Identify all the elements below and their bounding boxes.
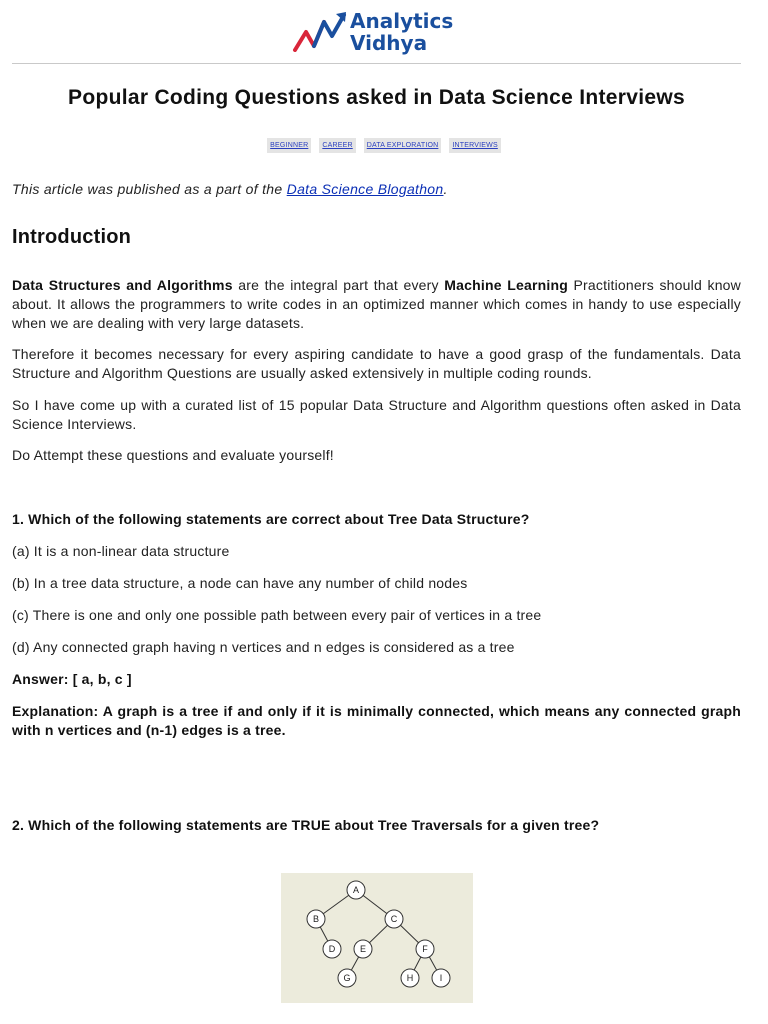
q1-answer: Answer: [ a, b, c ]: [12, 671, 132, 687]
tree-label-b: B: [312, 914, 320, 924]
analytics-vidhya-logo-icon: [292, 12, 348, 52]
q1-option-a: (a) It is a non-linear data structure: [12, 543, 230, 559]
tree-label-d: D: [328, 944, 336, 954]
q1-explanation: Explanation: A graph is a tree if and only if it is minimally connected, which means any connected graph with n vertices and (n-1) edges is a tree.: [12, 703, 741, 738]
tag-data-exploration[interactable]: DATA EXPLORATION: [364, 138, 442, 153]
header-divider: [12, 63, 741, 64]
tree-label-c: C: [390, 914, 398, 924]
blogathon-note-prefix: This article was published as a part of the: [12, 181, 287, 197]
q1-option-c: (c) There is one and only one possible path between every pair of vertices in a tree: [12, 607, 542, 623]
bold-dsa: Data Structures and Algorithms: [12, 277, 233, 293]
intro-paragraph-4: Do Attempt these questions and evaluate yourself!: [12, 447, 334, 463]
introduction-heading: Introduction: [12, 226, 132, 248]
blogathon-link[interactable]: Data Science Blogathon: [286, 181, 444, 197]
para1-text-2: Practitioners should know about. It allows the programmers to write codes in an optimized manner which comes in handy to use especially when we are dealing with very large datasets.: [12, 277, 741, 331]
question-1: 1. Which of the following statements are correct about Tree Data Structure?: [12, 511, 530, 527]
tag-interviews[interactable]: INTERVIEWS: [449, 138, 500, 153]
tree-label-h: H: [406, 973, 414, 983]
q1-option-d: (d) Any connected graph having n vertices and n edges is considered as a tree: [12, 639, 515, 655]
tree-label-g: G: [343, 973, 351, 983]
q1-option-b: (b) In a tree data structure, a node can have any number of child nodes: [12, 575, 468, 591]
intro-paragraph-3: So I have come up with a curated list of 15 popular Data Structure and Algorithm questions often asked in Data Science Interviews.: [12, 397, 741, 432]
tree-label-f: F: [422, 944, 428, 954]
question-2: 2. Which of the following statements are TRUE about Tree Traversals for a given tree?: [12, 817, 600, 833]
tree-label-e: E: [359, 944, 367, 954]
intro-paragraph-1: [12, 276, 741, 333]
blogathon-note: [12, 181, 448, 197]
para1-text-1: are the integral part that every: [232, 277, 445, 293]
tag-career[interactable]: CAREER: [319, 138, 355, 153]
tree-diagram: [281, 873, 473, 1003]
site-logo[interactable]: [292, 10, 467, 56]
intro-paragraph-2: Therefore it becomes necessary for every aspiring candidate to have a good grasp of the fundamentals. Data Structure and Algorithm Questions are usually asked extensively in multiple coding rounds.: [12, 346, 741, 381]
blogathon-note-suffix: .: [443, 181, 448, 197]
bold-machine-learning: Machine Learning: [444, 277, 568, 293]
logo-text-line2: Vidhya: [350, 31, 428, 55]
logo-text-line1: Analytics: [350, 9, 454, 33]
tag-list: [0, 138, 768, 153]
tag-beginner[interactable]: BEGINNER: [267, 138, 311, 153]
tree-diagram-figure: [281, 873, 473, 1003]
tree-label-i: I: [439, 973, 443, 983]
tree-label-a: A: [352, 885, 360, 895]
article-title: Popular Coding Questions asked in Data Science Interviews: [68, 86, 685, 109]
